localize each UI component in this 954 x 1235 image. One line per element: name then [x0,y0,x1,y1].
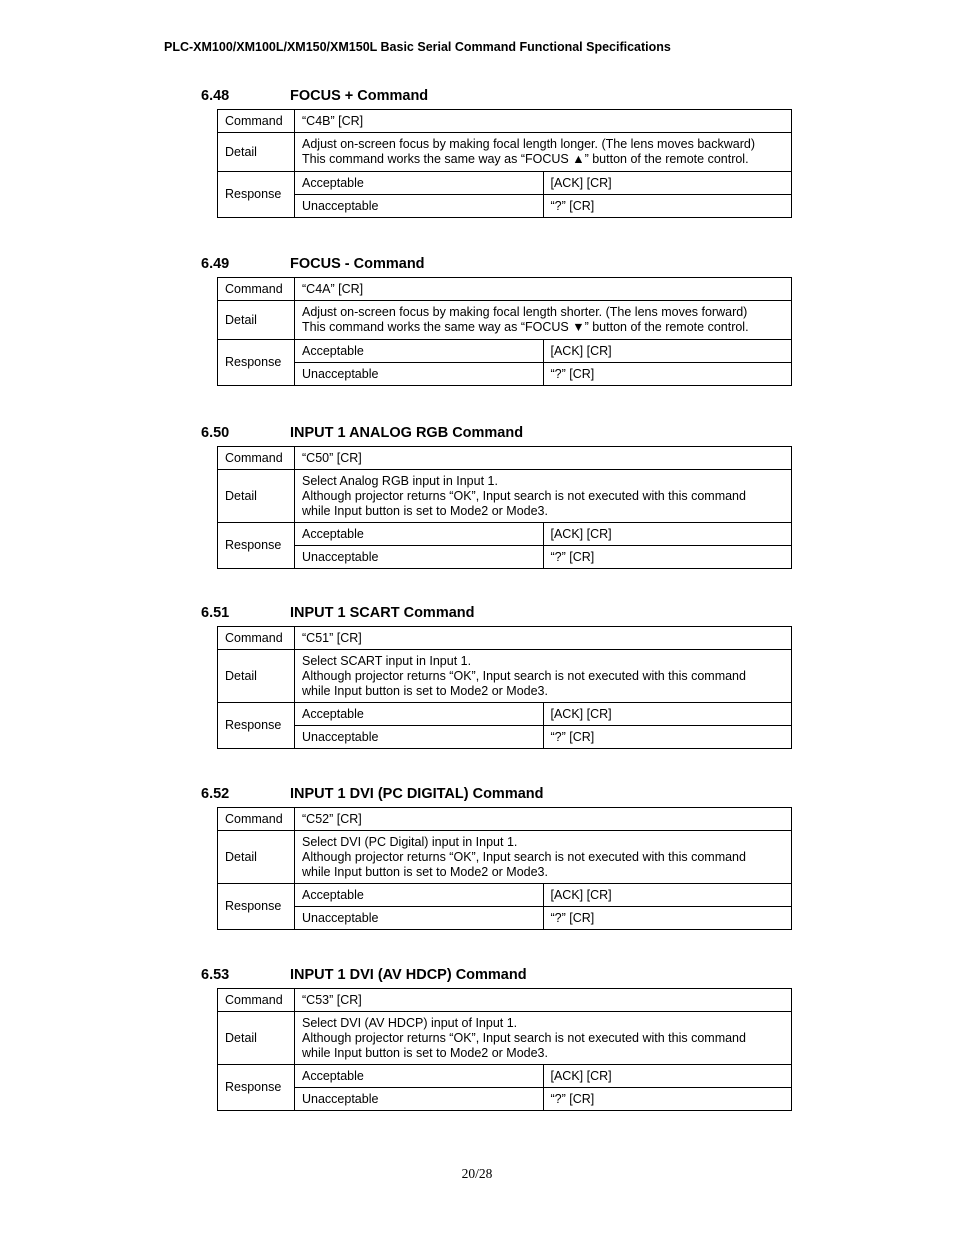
detail-row [218,1012,792,1065]
detail-label: Detail [218,470,295,523]
response-acceptable-row [218,340,792,363]
command-value: “C51” [CR] [295,627,792,650]
detail-line: Although projector returns “OK”, Input search is not executed with this command [302,668,746,683]
command-value: “C4A” [CR] [295,278,792,301]
detail-line: Select SCART input in Input 1. [302,653,472,668]
unacceptable-value: “?” [CR] [543,907,792,930]
detail-row [218,831,792,884]
detail-line: Although projector returns “OK”, Input search is not executed with this command [302,849,746,864]
detail-line: while Input button is set to Mode2 or Mode3. [302,864,548,879]
section-title: INPUT 1 ANALOG RGB Command [290,425,524,441]
unacceptable-value: “?” [CR] [543,363,792,386]
command-row [218,447,792,470]
detail-line: Adjust on-screen focus by making focal length longer. (The lens moves backward) [302,137,756,151]
acceptable-label: Acceptable [295,523,544,546]
unacceptable-label: Unacceptable [295,907,544,930]
acceptable-value: [ACK] [CR] [543,340,792,363]
detail-value [295,470,792,523]
response-acceptable-row [218,703,792,726]
detail-line: Select DVI (AV HDCP) input of Input 1. [302,1015,518,1030]
section-number: 6.48 [201,88,230,104]
detail-value [295,1012,792,1065]
response-label: Response [218,884,295,930]
detail-row [218,133,792,172]
spec-table [217,277,792,386]
command-row [218,989,792,1012]
unacceptable-value: “?” [CR] [543,195,792,218]
spec-table [217,807,792,930]
spec-table [217,988,792,1111]
response-acceptable-row [218,523,792,546]
response-unacceptable-row [218,546,792,569]
acceptable-value: [ACK] [CR] [543,523,792,546]
detail-label: Detail [218,1012,295,1065]
detail-line: Select Analog RGB input in Input 1. [302,473,498,488]
spec-table [217,446,792,569]
detail-row [218,470,792,523]
command-label: Command [218,278,295,301]
unacceptable-value: “?” [CR] [543,1088,792,1111]
acceptable-label: Acceptable [295,1065,544,1088]
acceptable-value: [ACK] [CR] [543,703,792,726]
command-value: “C52” [CR] [295,808,792,831]
unacceptable-label: Unacceptable [295,546,544,569]
unacceptable-label: Unacceptable [295,195,544,218]
detail-line: while Input button is set to Mode2 or Mode3. [302,1045,548,1060]
detail-value [295,133,792,172]
detail-label: Detail [218,133,295,172]
detail-label: Detail [218,650,295,703]
command-row [218,110,792,133]
detail-value [295,831,792,884]
command-value: “C4B” [CR] [295,110,792,133]
response-label: Response [218,172,295,218]
command-value: “C50” [CR] [295,447,792,470]
command-row [218,808,792,831]
detail-line: Although projector returns “OK”, Input search is not executed with this command [302,1030,746,1045]
command-label: Command [218,110,295,133]
acceptable-label: Acceptable [295,340,544,363]
detail-line: Select DVI (PC Digital) input in Input 1. [302,834,518,849]
spec-table [217,109,792,218]
detail-value [295,650,792,703]
response-acceptable-row [218,884,792,907]
command-label: Command [218,808,295,831]
response-label: Response [218,340,295,386]
page-header: PLC-XM100/XM100L/XM150/XM150L Basic Serial Command Functional Specifications [164,40,671,54]
unacceptable-label: Unacceptable [295,726,544,749]
unacceptable-label: Unacceptable [295,1088,544,1111]
section-number: 6.52 [201,786,230,802]
response-unacceptable-row [218,1088,792,1111]
detail-line: Adjust on-screen focus by making focal length shorter. (The lens moves forward) [302,305,748,319]
acceptable-label: Acceptable [295,703,544,726]
response-label: Response [218,703,295,749]
section-title: INPUT 1 SCART Command [290,605,475,621]
command-label: Command [218,447,295,470]
response-label: Response [218,1065,295,1111]
response-acceptable-row [218,1065,792,1088]
response-unacceptable-row [218,907,792,930]
response-unacceptable-row [218,363,792,386]
command-label: Command [218,989,295,1012]
unacceptable-value: “?” [CR] [543,546,792,569]
command-label: Command [218,627,295,650]
section-title: FOCUS + Command [290,88,429,104]
command-row [218,278,792,301]
detail-line: This command works the same way as “FOCUS ▲” button of the remote control. [302,152,749,166]
unacceptable-value: “?” [CR] [543,726,792,749]
response-acceptable-row [218,172,792,195]
command-row [218,627,792,650]
detail-label: Detail [218,831,295,884]
detail-line: while Input button is set to Mode2 or Mode3. [302,503,548,518]
detail-line: Although projector returns “OK”, Input search is not executed with this command [302,488,746,503]
response-label: Response [218,523,295,569]
acceptable-value: [ACK] [CR] [543,1065,792,1088]
section-number: 6.50 [201,425,230,441]
detail-row [218,650,792,703]
section-number: 6.51 [201,605,230,621]
response-unacceptable-row [218,726,792,749]
detail-label: Detail [218,301,295,340]
section-title: FOCUS - Command [290,256,425,272]
section-title: INPUT 1 DVI (PC DIGITAL) Command [290,786,544,802]
command-value: “C53” [CR] [295,989,792,1012]
detail-line: This command works the same way as “FOCUS ▼” button of the remote control. [302,320,749,334]
acceptable-value: [ACK] [CR] [543,884,792,907]
response-unacceptable-row [218,195,792,218]
acceptable-label: Acceptable [295,172,544,195]
section-title: INPUT 1 DVI (AV HDCP) Command [290,967,527,983]
section-number: 6.49 [201,256,230,272]
spec-table [217,626,792,749]
section-number: 6.53 [201,967,230,983]
detail-line: while Input button is set to Mode2 or Mode3. [302,683,548,698]
detail-value [295,301,792,340]
acceptable-value: [ACK] [CR] [543,172,792,195]
unacceptable-label: Unacceptable [295,363,544,386]
detail-row [218,301,792,340]
page-number: 20/28 [461,1166,493,1181]
acceptable-label: Acceptable [295,884,544,907]
